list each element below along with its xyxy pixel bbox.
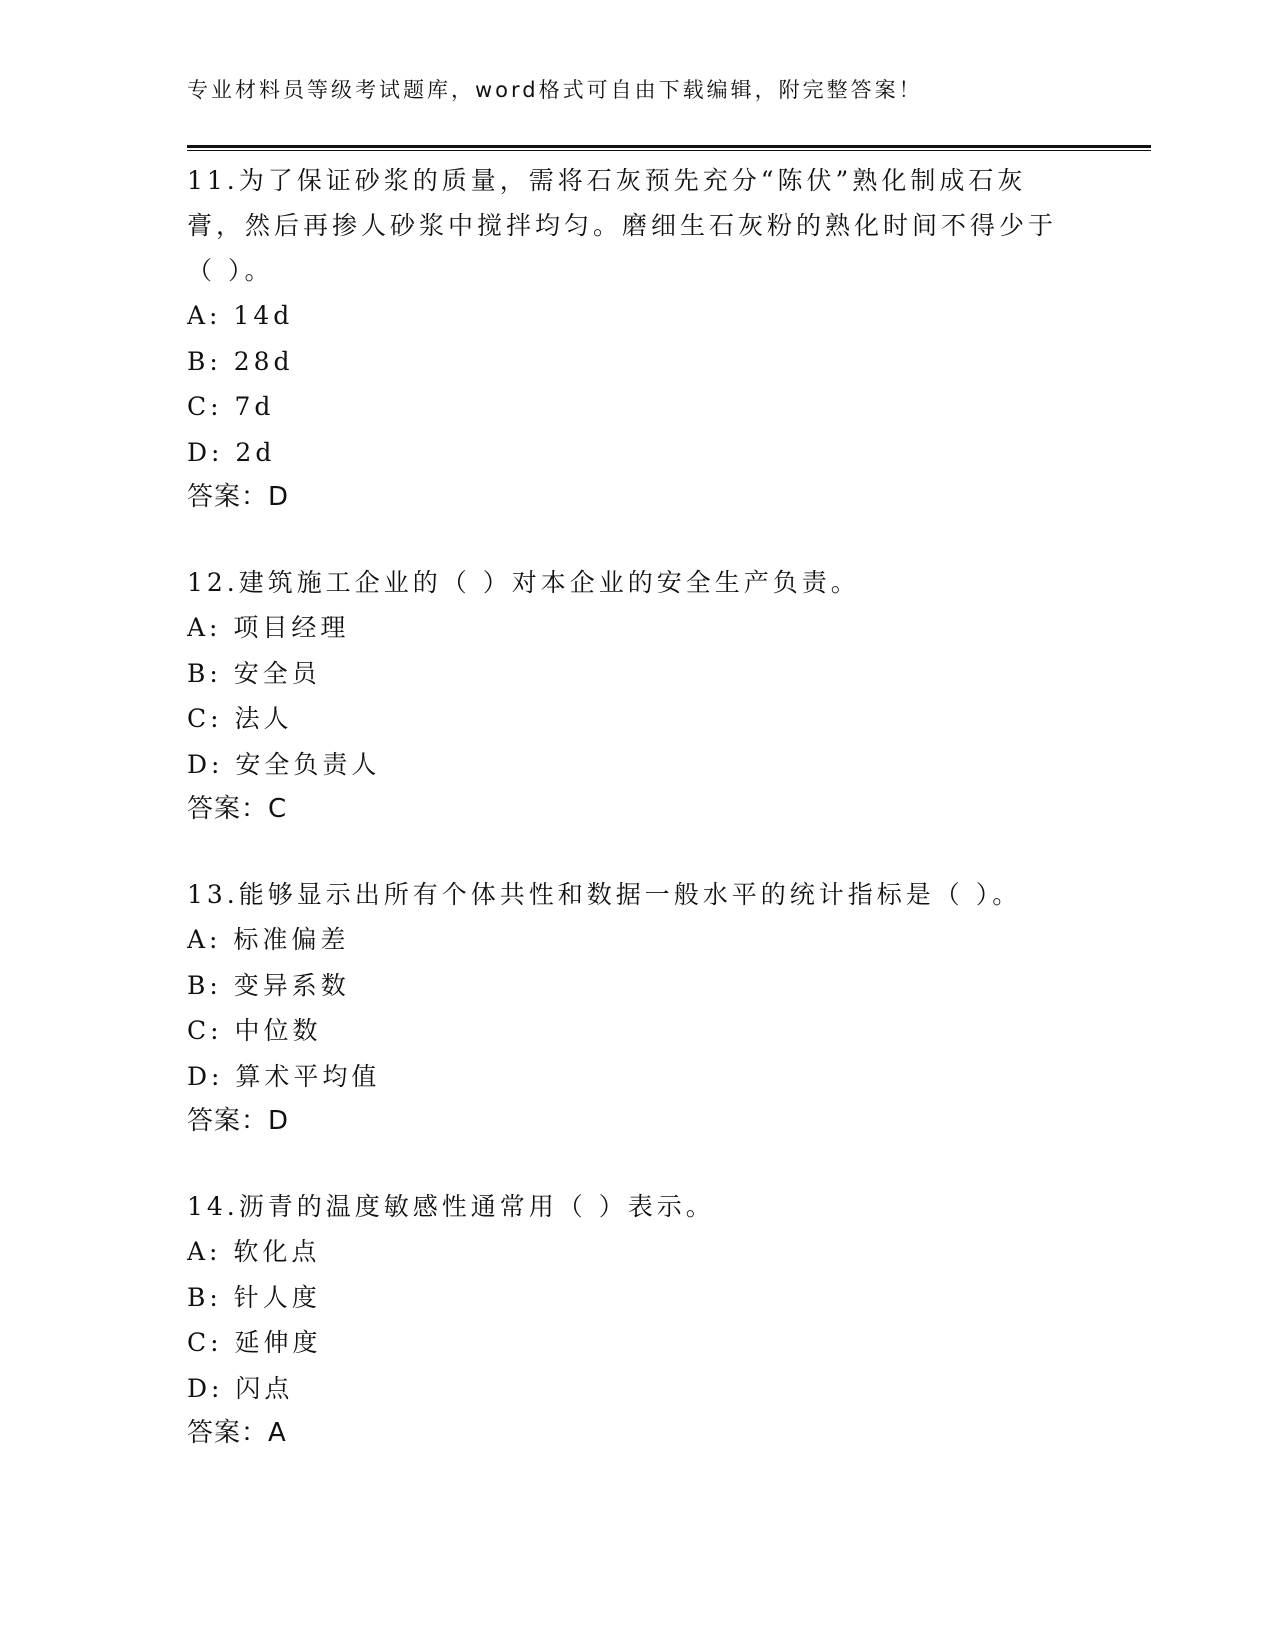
option-d: D: 算术平均值 [187,1061,381,1091]
option-a: A: 项目经理 [187,613,350,642]
answer: 答案：D [187,482,290,512]
option-b: B: 针人度 [187,1282,321,1312]
question-text: 13.能够显示出所有个体共性和数据一般水平的统计指标是（ ）。 [187,880,1022,909]
answer: 答案：C [187,794,288,824]
option-c: C: 7d [187,392,275,421]
question-12 [187,560,1151,832]
answer: 答案：D [187,1106,290,1136]
option-b: B: 28d [187,346,294,376]
option-c: C: 中位数 [187,1016,322,1045]
question-14 [187,1184,1151,1456]
header-rule [187,145,1151,151]
option-a: A: 标准偏差 [187,925,350,954]
page-header: 专业材料员等级考试题库，word格式可自由下载编辑，附完整答案！ [187,78,923,102]
question-13 [187,872,1151,1144]
answer: 答案：A [187,1418,287,1448]
question-text: 14.沥青的温度敏感性通常用（ ）表示。 [187,1192,715,1221]
option-c: C: 延伸度 [187,1328,322,1357]
question-11 [187,158,1151,520]
option-b: B: 安全员 [187,658,321,688]
option-c: C: 法人 [187,704,293,733]
option-d: D: 闪点 [187,1373,294,1403]
option-a: A: 14d [187,301,294,330]
option-a: A: 软化点 [187,1237,321,1266]
option-d: D: 2d [187,437,276,467]
question-text: 12.建筑施工企业的（ ）对本企业的安全生产负责。 [187,568,860,597]
option-b: B: 变异系数 [187,970,350,1000]
option-d: D: 安全负责人 [187,749,381,779]
question-text: 11.为了保证砂浆的质量，需将石灰预先充分“陈伏”熟化制成石灰膏，然后再掺人砂浆中搅拌均匀。磨细生石灰粉的熟化时间不得少于（ ）。 [187,166,1058,285]
question-list [187,158,1151,1496]
